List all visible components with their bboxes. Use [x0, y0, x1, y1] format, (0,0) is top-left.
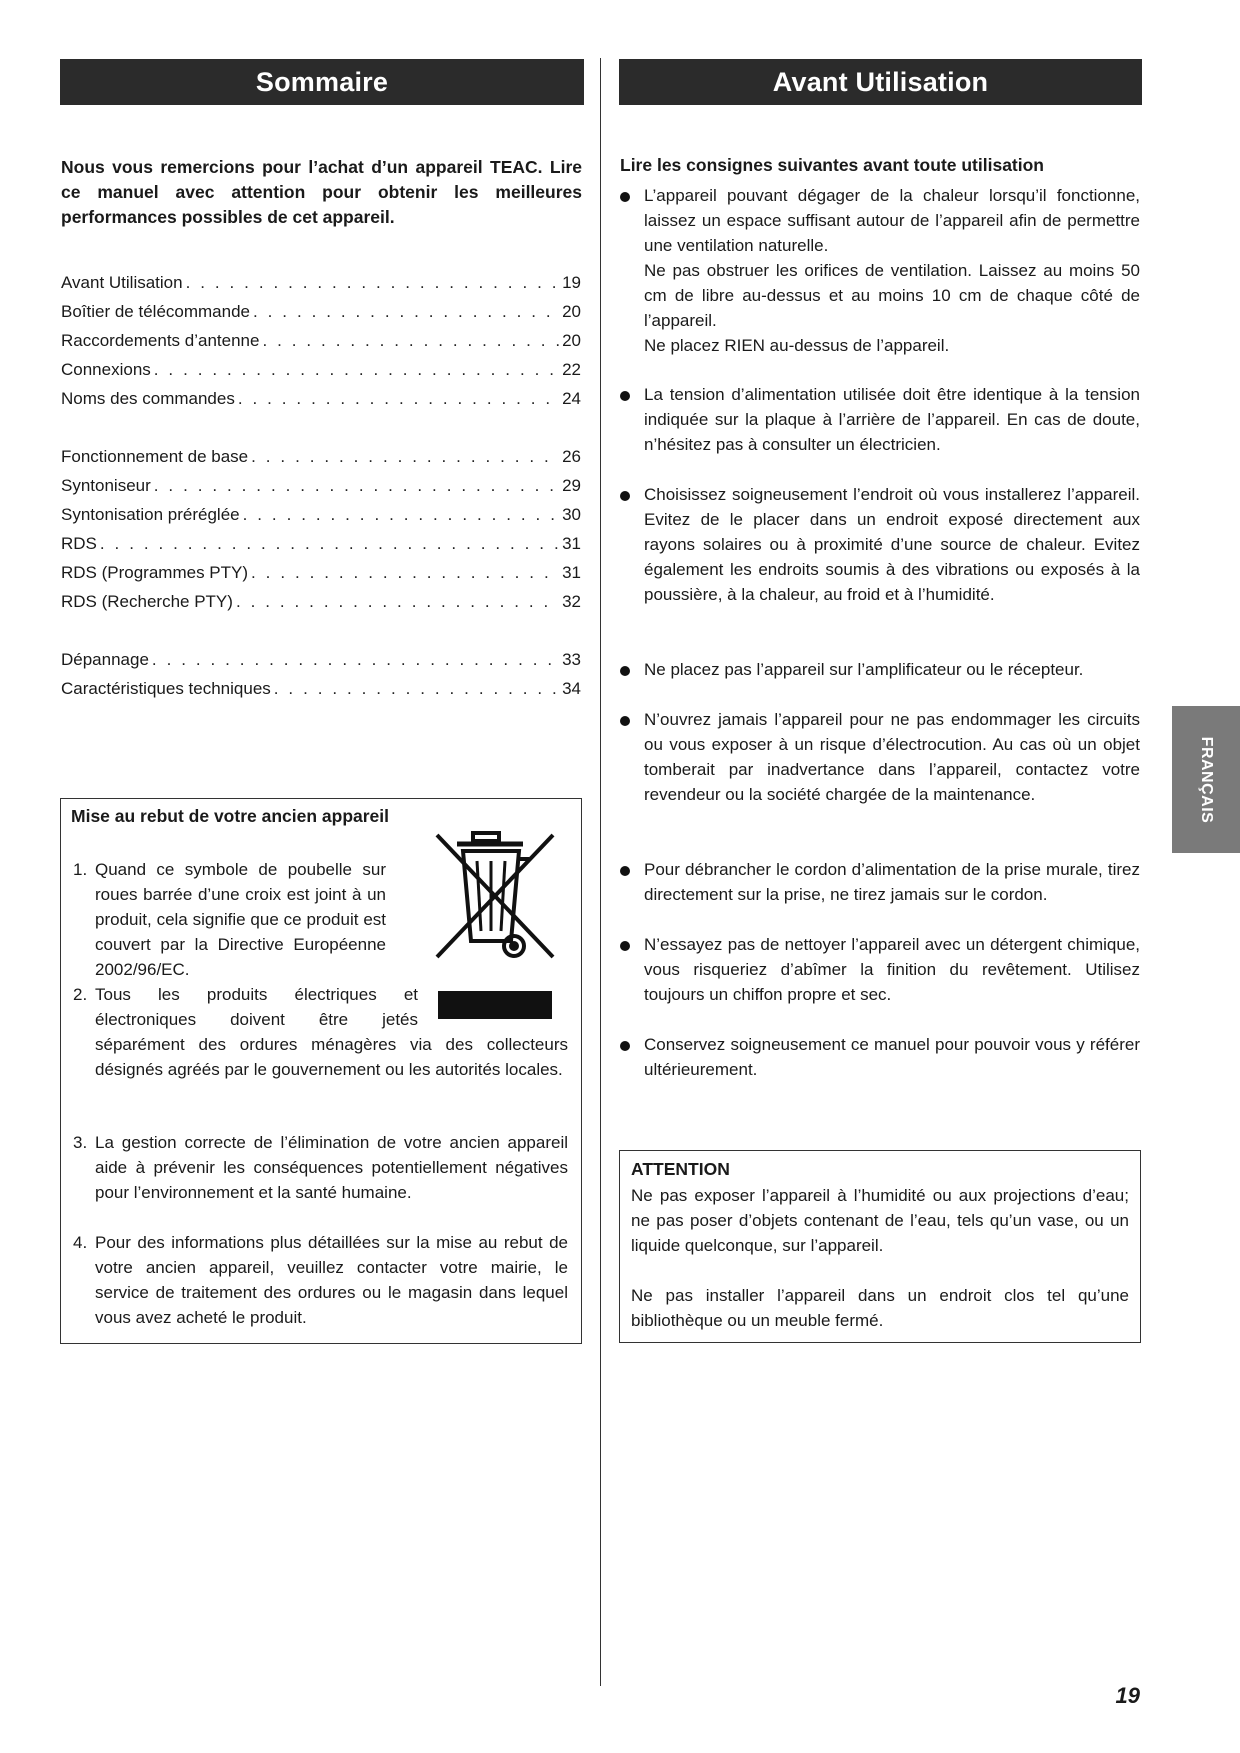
bullet-item — [620, 932, 1140, 1007]
toc-page: 34 — [562, 679, 581, 698]
toc-entry[interactable] — [61, 331, 581, 360]
sommaire-header: Sommaire — [60, 59, 584, 105]
bullet-text: La tension d’alimentation utilisée doit être identique à la tension indiquée sur la plaque à l’arrière de l’appareil. En cas de doute, n’hésitez pas à consulter un électricien. — [644, 385, 1140, 454]
toc-title: Connexions — [61, 360, 151, 379]
bullet-item — [620, 382, 1140, 457]
toc-title: Boîtier de télécommande — [61, 302, 250, 321]
bullet-icon — [620, 866, 630, 876]
toc-group-1 — [61, 273, 581, 418]
toc-title: Syntoniseur — [61, 476, 151, 495]
bullet-item — [620, 1032, 1140, 1082]
item-number: 1. — [73, 860, 88, 879]
bullet-icon — [620, 941, 630, 951]
bullet-item — [620, 857, 1140, 907]
toc-page: 32 — [562, 592, 581, 611]
column-divider — [600, 58, 601, 1686]
bullet-text: L’appareil pouvant dégager de la chaleur lorsqu’il fonctionne, laissez un espace suffisant autour de l’appareil afin de permettre une ventilation naturelle. — [644, 186, 1140, 255]
bullet-text: Pour débrancher le cordon d’alimentation de la prise murale, tirez directement sur la prise, ne tirez jamais sur le cordon. — [644, 860, 1140, 904]
toc-page: 33 — [562, 650, 581, 669]
bullet-text: Choisissez soigneusement l’endroit où vous installerez l’appareil. Evitez de le placer dans un endroit exposé directement aux rayons solaires ou à proximité d’une source de chaleur. Evitez également les endroits soumis à des vibrations ou exposés à la poussière, à la chaleur, au froid et à l’humidité. — [644, 485, 1140, 604]
toc-entry[interactable] — [61, 476, 581, 505]
toc-title: Syntonisation préréglée — [61, 505, 240, 524]
bullet-icon — [620, 716, 630, 726]
avant-utilisation-header: Avant Utilisation — [619, 59, 1142, 105]
disposal-item-3 — [73, 1130, 568, 1205]
item-number: 4. — [73, 1233, 88, 1252]
crossed-bin-icon — [431, 829, 559, 964]
bullet-text: Ne pas obstruer les orifices de ventilation. Laissez au moins 50 cm de libre au-dessus et au moins 10 cm de chaque côté de l’appareil. — [644, 261, 1140, 330]
disposal-item-1 — [73, 857, 386, 982]
toc-entry[interactable] — [61, 650, 581, 679]
item-number: 3. — [73, 1133, 88, 1152]
bullet-icon — [620, 491, 630, 501]
toc-title: Raccordements d’antenne — [61, 331, 260, 350]
toc-page: 20 — [562, 302, 581, 321]
toc-entry[interactable] — [61, 679, 581, 708]
bullet-item — [620, 183, 1140, 358]
disposal-item-4 — [73, 1230, 568, 1330]
bullet-icon — [620, 391, 630, 401]
disposal-item-2 — [73, 982, 568, 1082]
toc-entry[interactable] — [61, 592, 581, 621]
toc-group-2 — [61, 447, 581, 621]
bullet-text: N’ouvrez jamais l’appareil pour ne pas endommager les circuits ou vous exposer à un risque d’électrocution. Au cas où un objet tomberait par inadvertance dans l’appareil, contactez votre revendeur ou la société chargée de la maintenance. — [644, 710, 1140, 804]
toc-entry[interactable] — [61, 389, 581, 418]
intro-text: Nous vous remercions pour l’achat d’un appareil TEAC. Lire ce manuel avec attention pour obtenir les meilleures performances possibles de cet appareil. — [61, 157, 582, 227]
item-text: Pour des informations plus détaillées sur la mise au rebut de votre ancien appareil, veuillez contacter votre mairie, le service de traitement des ordures ou le magasin dans lequel vous avez acheté le produit. — [95, 1233, 568, 1327]
toc-title: RDS (Programmes PTY) — [61, 563, 249, 582]
disposal-heading: Mise au rebut de votre ancien appareil — [71, 806, 390, 826]
bullet-icon — [620, 666, 630, 676]
toc-title: Dépannage — [61, 650, 149, 669]
item-number: 2. — [73, 985, 88, 1004]
toc-entry[interactable] — [61, 563, 581, 592]
toc-page: 26 — [562, 447, 581, 466]
item-text: Quand ce symbole de poubelle sur roues barrée d’une croix est joint à un produit, cela signifie que ce produit est couvert par la Directive Européenne 2002/96/EC. — [95, 860, 386, 979]
language-tab[interactable] — [1172, 706, 1240, 853]
attention-heading: ATTENTION — [631, 1159, 730, 1179]
item-text: Tous les produits électriques et électroniques doivent être jetés séparément des ordures ménagères via des collecteurs désignés agréés par le gouvernement ou les autorités locales. — [95, 985, 568, 1079]
toc-page: 29 — [562, 476, 581, 495]
disposal-box — [60, 798, 582, 1344]
bullet-text: N’essayez pas de nettoyer l’appareil avec un détergent chimique, vous risqueriez d’abîmer la finition du revêtement. Utilisez toujours un chiffon propre et sec. — [644, 935, 1140, 1004]
toc-page: 19 — [562, 273, 581, 292]
attention-text: Ne pas installer l’appareil dans un endroit clos tel qu’une bibliothèque ou un meuble fermé. — [631, 1286, 1129, 1330]
toc-entry[interactable] — [61, 302, 581, 331]
toc-page: 31 — [562, 534, 581, 553]
toc-title: Avant Utilisation — [61, 273, 183, 292]
toc-entry[interactable] — [61, 360, 581, 389]
bullet-item — [620, 482, 1140, 607]
toc-title: Caractéristiques techniques — [61, 679, 271, 698]
toc-title: RDS — [61, 534, 97, 553]
toc-entry[interactable] — [61, 447, 581, 476]
bullet-text: Conservez soigneusement ce manuel pour pouvoir vous y référer ultérieurement. — [644, 1035, 1140, 1079]
bullet-icon — [620, 192, 630, 202]
bullet-text: Ne placez pas l’appareil sur l’amplificateur ou le récepteur. — [644, 660, 1084, 679]
language-tab-label: FRANÇAIS — [1198, 736, 1215, 823]
bullet-text: Ne placez RIEN au-dessus de l’appareil. — [644, 336, 950, 355]
toc-page: 24 — [562, 389, 581, 408]
page-number: 19 — [1115, 1683, 1140, 1708]
toc-page: 22 — [562, 360, 581, 379]
attention-text: Ne pas exposer l’appareil à l’humidité ou aux projections d’eau; ne pas poser d’objets contenant de l’eau, tels qu’un vase, ou un liquide quelconque, sur l’appareil. — [631, 1186, 1129, 1255]
precautions-subheading: Lire les consignes suivantes avant toute utilisation — [620, 155, 1044, 175]
item-text: La gestion correcte de l’élimination de votre ancien appareil aide à prévenir les conséquences potentiellement négatives pour l’environnement et la santé humaine. — [95, 1133, 568, 1202]
toc-group-3 — [61, 650, 581, 708]
toc-entry[interactable] — [61, 505, 581, 534]
attention-box — [619, 1150, 1141, 1343]
toc-entry[interactable] — [61, 273, 581, 302]
toc-page: 31 — [562, 563, 581, 582]
toc-title: RDS (Recherche PTY) — [61, 592, 233, 611]
toc-page: 30 — [562, 505, 581, 524]
bullet-item — [620, 657, 1140, 682]
toc-page: 20 — [562, 331, 581, 350]
toc-entry[interactable] — [61, 534, 581, 563]
toc-title: Noms des commandes — [61, 389, 235, 408]
bullet-item — [620, 707, 1140, 807]
bullet-icon — [620, 1041, 630, 1051]
toc-title: Fonctionnement de base — [61, 447, 249, 466]
